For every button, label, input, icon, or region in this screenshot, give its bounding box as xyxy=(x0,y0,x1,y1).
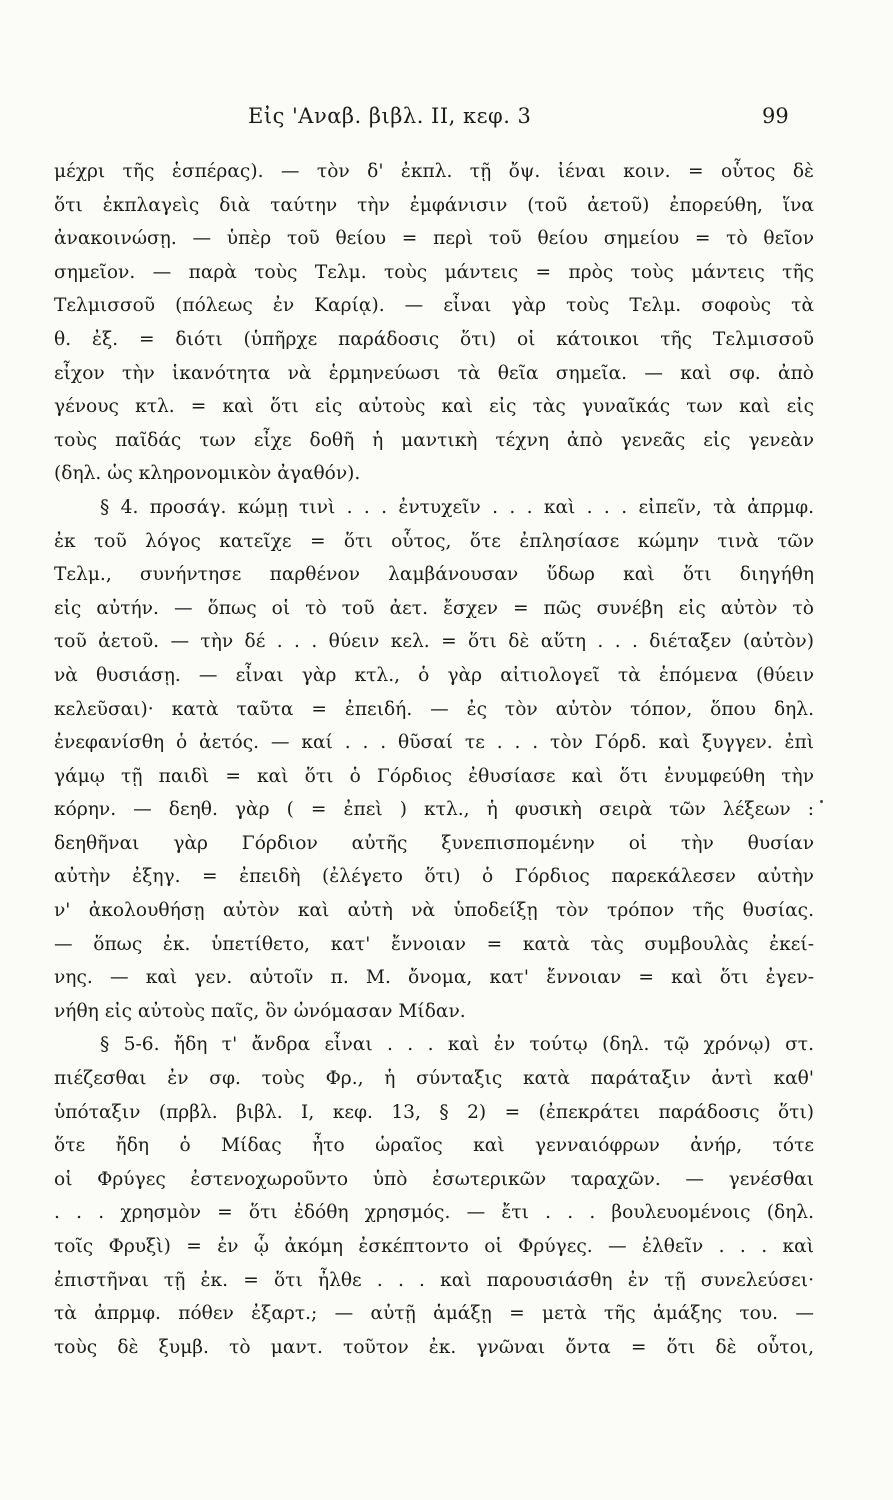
text-line: νήθη εἰς αὐτοὺς παῖς, ὃν ὠνόμασαν Μίδαν. xyxy=(54,1000,466,1022)
text-line: πιέζεσθαι ἐν σφ. τοὺς Φρ., ἡ σύνταξις κατὰ παράταξιν ἀντὶ καθ' xyxy=(54,1068,814,1090)
text-line: σημεῖον. — παρὰ τοὺς Τελμ. τοὺς μάντεις = πρὸς τοὺς μάντεις τῆς xyxy=(54,261,814,283)
text-line: εἶχον τὴν ἱκανότητα νὰ ἑρμηνεύωσι τὰ θεῖα σημεῖα. — καὶ σφ. ἀπὸ xyxy=(54,362,814,384)
text-line: ἀνακοινώσῃ. — ὑπὲρ τοῦ θείου = περὶ τοῦ θείου σημείου = τὸ θεῖον xyxy=(54,228,814,250)
text-line: ν' ἀκολουθήσῃ αὐτὸν καὶ αὐτὴ νὰ ὑποδείξῃ τὸν τρόπον τῆς θυσίας. xyxy=(54,900,814,922)
text-line: κόρην. — δεηθ. γὰρ ( = ἐπεὶ ) κτλ., ἡ φυσικὴ σειρὰ τῶν λέξεων : xyxy=(54,799,814,821)
page-header xyxy=(0,94,893,134)
section-5-6-start-line: § 5-6. ἤδη τ' ἄνδρα εἶναι . . . καὶ ἐν τούτῳ (δηλ. τῷ χρόνῳ) στ. xyxy=(100,1034,814,1056)
text-line: — ὅπως ἐκ. ὑπετίθετο, κατ' ἔννοιαν = κατὰ τὰς συμβουλὰς ἐκεί- xyxy=(54,933,814,955)
text-line: ὑπόταξιν (πρβλ. βιβλ. Ι, κεφ. 13, § 2) = (ἐπεκράτει παράδοσις ὅτι) xyxy=(54,1101,814,1123)
text-line: τοὺς δὲ ξυμβ. τὸ μαντ. τοῦτον ἐκ. γνῶναι ὄντα = ὅτι δὲ οὗτοι, xyxy=(54,1336,814,1358)
text-line: οἱ Φρύγες ἐστενοχωροῦντο ὑπὸ ἐσωτερικῶν ταραχῶν. — γενέσθαι xyxy=(54,1168,814,1190)
text-line: μέχρι τῆς ἑσπέρας). — τὸν δ' ἐκπλ. τῇ ὄψ. ἰέναι κοιν. = οὗτος δὲ xyxy=(54,161,814,182)
text-line: ἐπιστῆναι τῇ ἐκ. = ὅτι ἦλθε . . . καὶ παρουσιάσθη ἐν τῇ συνελεύσει· xyxy=(54,1269,814,1291)
text-line: τοῦ ἀετοῦ. — τὴν δέ . . . θύειν κελ. = ὅτι δὲ αὕτη . . . διέταξεν (αὐτὸν) xyxy=(54,631,814,653)
text-line: (δηλ. ὡς κληρονομικὸν ἀγαθόν). xyxy=(54,463,361,485)
text-line: αὐτὴν ἐξηγ. = ἐπειδὴ (ἐλέγετο ὅτι) ὁ Γόρδιος παρεκάλεσεν αὐτὴν xyxy=(54,866,814,888)
text-line: τοὺς παῖδάς των εἶχε δοθῆ ἡ μαντικὴ τέχνη ἀπὸ γενεᾶς εἰς γενεὰν xyxy=(54,429,814,451)
text-line: ἐνεφανίσθη ὁ ἀετός. — καί . . . θῦσαί τε . . . τὸν Γόρδ. καὶ ξυγγεν. ἐπὶ xyxy=(54,732,814,754)
text-line: τοῖς Φρυξὶ) = ἐν ᾧ ἀκόμη ἐσκέπτοντο οἱ Φρύγες. — ἐλθεῖν . . . καὶ xyxy=(54,1236,814,1257)
text-line: ἐκ τοῦ λόγος κατεῖχε = ὅτι οὗτος, ὅτε ἐπλησίασε κώμην τινὰ τῶν xyxy=(54,530,814,552)
text-line: δεηθῆναι γὰρ Γόρδιον αὐτῆς ξυνεπισπομένην οἱ τὴν θυσίαν xyxy=(54,832,814,854)
text-line: . . . χρησμὸν = ὅτι ἐδόθη χρησμός. — ἔτι . . . βουλευομένοις (δηλ. xyxy=(54,1202,814,1224)
text-line: Τελμ., συνήντησε παρθένον λαμβάνουσαν ὕδωρ καὶ ὅτι διηγήθη xyxy=(54,564,814,586)
text-line: κελεῦσαι)· κατὰ ταῦτα = ἐπειδή. — ἐς τὸν αὐτὸν τόπον, ὅπου δηλ. xyxy=(54,698,814,720)
text-line: εἰς αὐτήν. — ὅπως οἱ τὸ τοῦ ἀετ. ἔσχεν = πῶς συνέβη εἰς αὐτὸν τὸ xyxy=(54,597,814,619)
text-line: θ. ἐξ. = διότι (ὑπῆρχε παράδοσις ὅτι) οἱ κάτοικοι τῆς Τελμισσοῦ xyxy=(54,328,814,350)
commentary-text xyxy=(54,155,814,1364)
text-line: Τελμισσοῦ (πόλεως ἐν Καρίᾳ). — εἶναι γὰρ τοὺς Τελμ. σοφοὺς τὰ xyxy=(54,295,814,317)
text-line: τὰ ἀπρμφ. πόθεν ἐξαρτ.; — αὐτῇ ἁμάξῃ = μετὰ τῆς ἁμάξης του. — xyxy=(54,1303,814,1325)
text-line: γάμῳ τῇ παιδὶ = καὶ ὅτι ὁ Γόρδιος ἐθυσίασε καὶ ὅτι ἐνυμφεύθη τὴν xyxy=(54,765,814,787)
print-speck xyxy=(820,800,823,803)
text-line: γένους κτλ. = καὶ ὅτι εἰς αὐτοὺς καὶ εἰς τὰς γυναῖκάς των καὶ εἰς xyxy=(54,396,814,418)
section-4-start-line: § 4. προσάγ. κώμῃ τινὶ . . . ἐντυχεῖν . . . καὶ . . . εἰπεῖν, τὰ ἀπρμφ. xyxy=(100,496,814,518)
page-number: 99 xyxy=(762,104,789,128)
text-line: νης. — καὶ γεν. αὐτοῖν π. Μ. ὄνομα, κατ' ἔννοιαν = καὶ ὅτι ἐγεν- xyxy=(54,967,814,989)
text-line: ὅτι ἐκπλαγεὶς διὰ ταύτην τὴν ἐμφάνισιν (τοῦ ἀετοῦ) ἐπορεύθη, ἵνα xyxy=(54,194,814,216)
text-line: ὅτε ἤδη ὁ Μίδας ἦτο ὡραῖος καὶ γενναιόφρων ἀνήρ, τότε xyxy=(54,1135,814,1157)
text-line: νὰ θυσιάσῃ. — εἶναι γὰρ κτλ., ὁ γὰρ αἰτιολογεῖ τὰ ἑπόμενα (θύειν xyxy=(54,664,814,686)
running-title: Εἰς 'Αναβ. βιβλ. ΙΙ, κεφ. 3 xyxy=(248,104,532,128)
